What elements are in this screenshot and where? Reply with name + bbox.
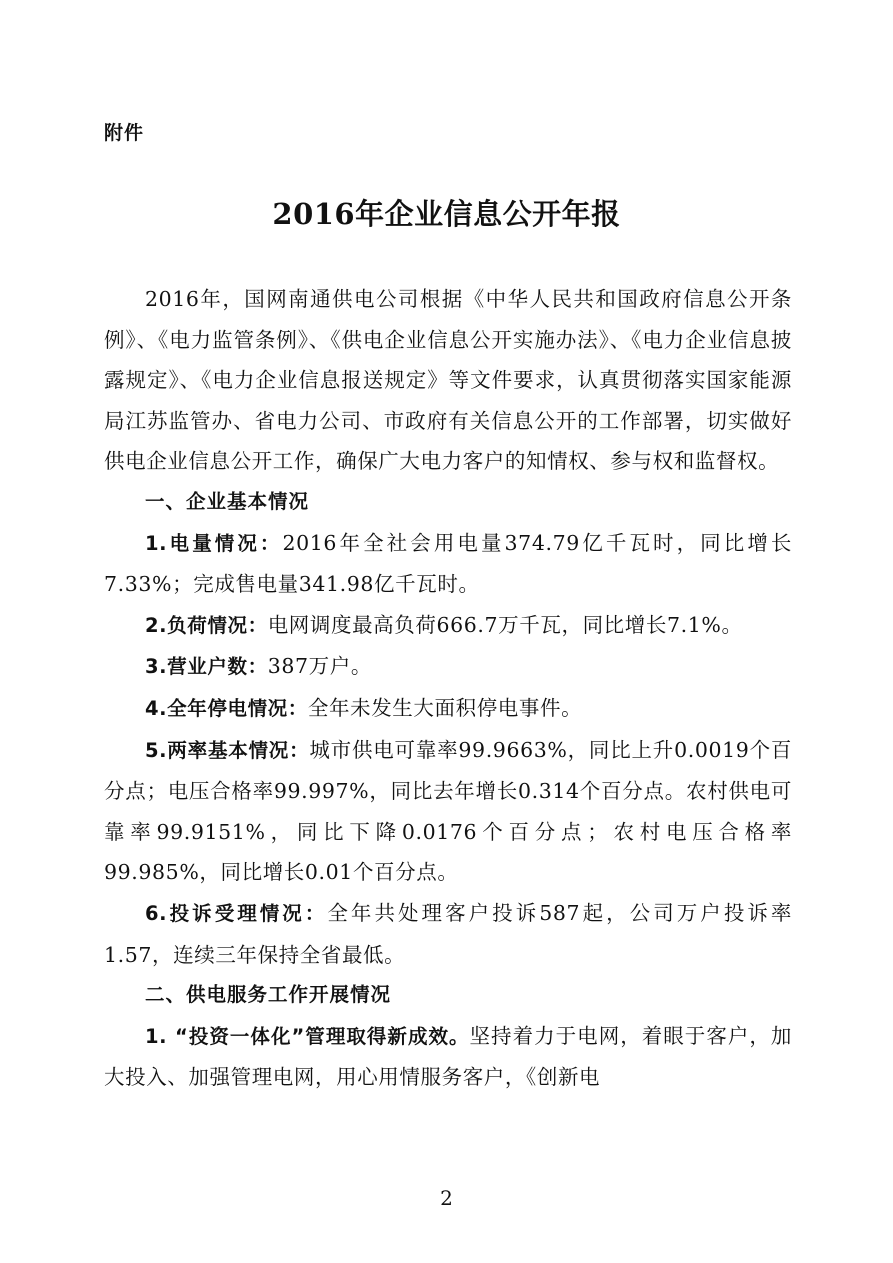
intro-paragraph: 2016年，国网南通供电公司根据《中华人民共和国政府信息公开条例》、《电力监管条例》、《供电企业信息公开实施办法》、《电力企业信息披露规定》、《电力企业信息报送规定》等文件要求，认真贯彻落实国家能源局江苏监管办、省电力公司、市政府有关信息公开的工作部署，切实做好供电企业信息公开工作，确保广大电力客户的知情权、参与权和监督权。 [104, 287, 792, 474]
section-1-item [104, 688, 792, 730]
section-1-heading: 一、企业基本情况 [145, 489, 310, 513]
item-text: 387万户。 [267, 654, 372, 679]
item-text: 电网调度最高负荷666.7万千瓦，同比增长7.1%。 [267, 612, 743, 637]
section-2-heading: 二、供电服务工作开展情况 [145, 983, 392, 1007]
item-lead: 4.全年停电情况： [145, 696, 308, 720]
section-1-item [104, 730, 792, 893]
item-text: 城市供电可靠率99.9663%，同比上升0.0019个百分点；电压合格率99.997%，同比去年增长0.314个百分点。农村供电可靠率99.9151%，同比下降0.0176个百分点；农村电压合格率99.985%，同比增长0.01个百分点。 [104, 737, 792, 885]
section-1-item [104, 523, 792, 605]
item-lead: 1.电量情况： [145, 531, 283, 555]
item-lead: 2.负荷情况： [145, 613, 268, 637]
item-lead: 1. “投资一体化”管理取得新成效。 [145, 1024, 470, 1048]
page-number: 2 [440, 1186, 453, 1210]
item-text: 全年未发生大面积停电事件。 [307, 695, 583, 720]
attachment-label: 附件 [104, 122, 145, 144]
section-1-item [104, 646, 792, 688]
document-body [104, 279, 792, 1098]
document-title: 2016年企业信息公开年报 [272, 197, 621, 231]
item-text: 2016年全社会用电量374.79亿千瓦时，同比增长7.33%；完成售电量341.98亿千瓦时。 [104, 530, 792, 597]
item-text: 全年共处理客户投诉587起，公司万户投诉率1.57，连续三年保持全省最低。 [104, 900, 792, 967]
section-2-item [104, 1016, 792, 1098]
item-text: 坚持着力于电网，着眼于客户，加大投入、加强管理电网，用心用情服务客户，《创新电 [104, 1023, 793, 1090]
section-1-item [104, 893, 792, 975]
item-lead: 5.两率基本情况： [145, 738, 310, 762]
item-lead: 3.营业户数： [145, 655, 268, 679]
item-lead: 6.投诉受理情况： [145, 901, 328, 925]
section-1-item [104, 605, 792, 647]
